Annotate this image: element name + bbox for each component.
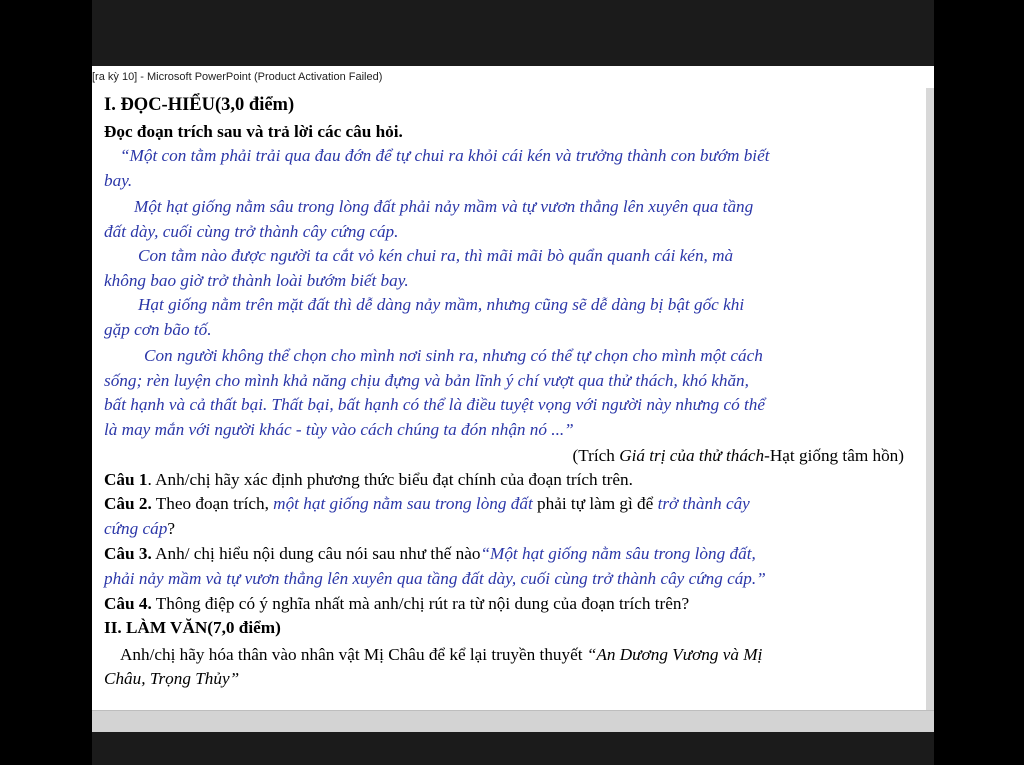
top-dark-band: [92, 0, 934, 66]
question-3: Câu 3. Anh/ chị hiểu nội dung câu nói sau như thế nào“Một hạt giống nằm sâu trong lòng đất,: [104, 544, 756, 563]
question-2-cont: cứng cáp?: [104, 519, 175, 538]
section1-heading: I. ĐỌC-HIỂU(3,0 điểm): [104, 95, 295, 115]
passage-line: sống; rèn luyện cho mình khả năng chịu đựng và bản lĩnh ý chí vượt qua thử thách, khó khăn,: [104, 371, 749, 390]
window-titlebar[interactable]: [92, 66, 934, 89]
question-3-cont: phải nảy mầm và tự vươn thẳng lên xuyên qua tầng đất dày, cuối cùng trở thành cây cứng cáp.”: [104, 569, 766, 588]
passage-line: không bao giờ trở thành loài bướm biết bay.: [104, 271, 409, 290]
passage-line: Hạt giống nằm trên mặt đất thì dễ dàng nảy mầm, nhưng cũng sẽ dễ dàng bị bật gốc khi: [138, 295, 745, 314]
question-4: Câu 4. Thông điệp có ý nghĩa nhất mà anh/chị rút ra từ nội dung của đoạn trích trên?: [104, 594, 690, 613]
passage-line: “Một con tằm phải trải qua đau đớn để tự chui ra khỏi cái kén và trưởng thành con bướm biết: [120, 146, 770, 165]
instruction: Đọc đoạn trích sau và trả lời các câu hỏi.: [104, 122, 403, 141]
passage-line: bay.: [104, 171, 133, 190]
question-1: Câu 1. Anh/chị hãy xác định phương thức biểu đạt chính của đoạn trích trên.: [104, 470, 633, 489]
passage-line: Con tằm nào được người ta cắt vỏ kén chui ra, thì mãi mãi bò quẩn quanh cái kén, mà: [138, 246, 734, 265]
passage-line: Con người không thể chọn cho mình nơi sinh ra, nhưng có thể tự chọn cho mình một cách: [144, 346, 763, 365]
question-1-label: Câu 1: [104, 470, 148, 489]
section2-heading: II. LÀM VĂN(7,0 điểm): [104, 618, 281, 637]
question-4-label: Câu 4.: [104, 594, 152, 613]
passage-line: gặp cơn bão tố.: [104, 320, 212, 339]
document-page: [92, 88, 926, 710]
question-2: Câu 2. Theo đoạn trích, một hạt giống nằm sau trong lòng đất phải tự làm gì để trở thành cây: [104, 494, 750, 513]
passage-line: là may mắn với người khác - tùy vào cách chúng ta đón nhận nó ...”: [104, 420, 574, 439]
vertical-scrollbar[interactable]: [926, 88, 934, 710]
passage-line: đất dày, cuối cùng trở thành cây cứng cáp.: [104, 222, 399, 241]
essay-prompt: Anh/chị hãy hóa thân vào nhân vật Mị Châu để kể lại truyền thuyết “An Dương Vương và Mị: [120, 645, 763, 664]
citation-work: Giá trị của thử thách: [619, 446, 765, 465]
question-3-label: Câu 3.: [104, 544, 152, 563]
window-title: [ra kỳ 10] - Microsoft PowerPoint (Product Activation Failed): [92, 71, 383, 83]
passage-line: bất hạnh và cả thất bại. Thất bại, bất hạnh có thể là điều tuyệt vọng với người này nhưng có thể: [104, 395, 765, 414]
bottom-dark-band: [92, 732, 934, 765]
question-2-label: Câu 2.: [104, 494, 152, 513]
horizontal-scrollbar[interactable]: [92, 710, 934, 733]
essay-prompt-cont: Châu, Trọng Thủy”: [104, 669, 240, 688]
citation: (Trích Giá trị của thử thách-Hạt giống tâm hồn): [572, 446, 904, 465]
passage-line: Một hạt giống nằm sâu trong lòng đất phải nảy mầm và tự vươn thẳng lên xuyên qua tầng: [134, 197, 754, 216]
